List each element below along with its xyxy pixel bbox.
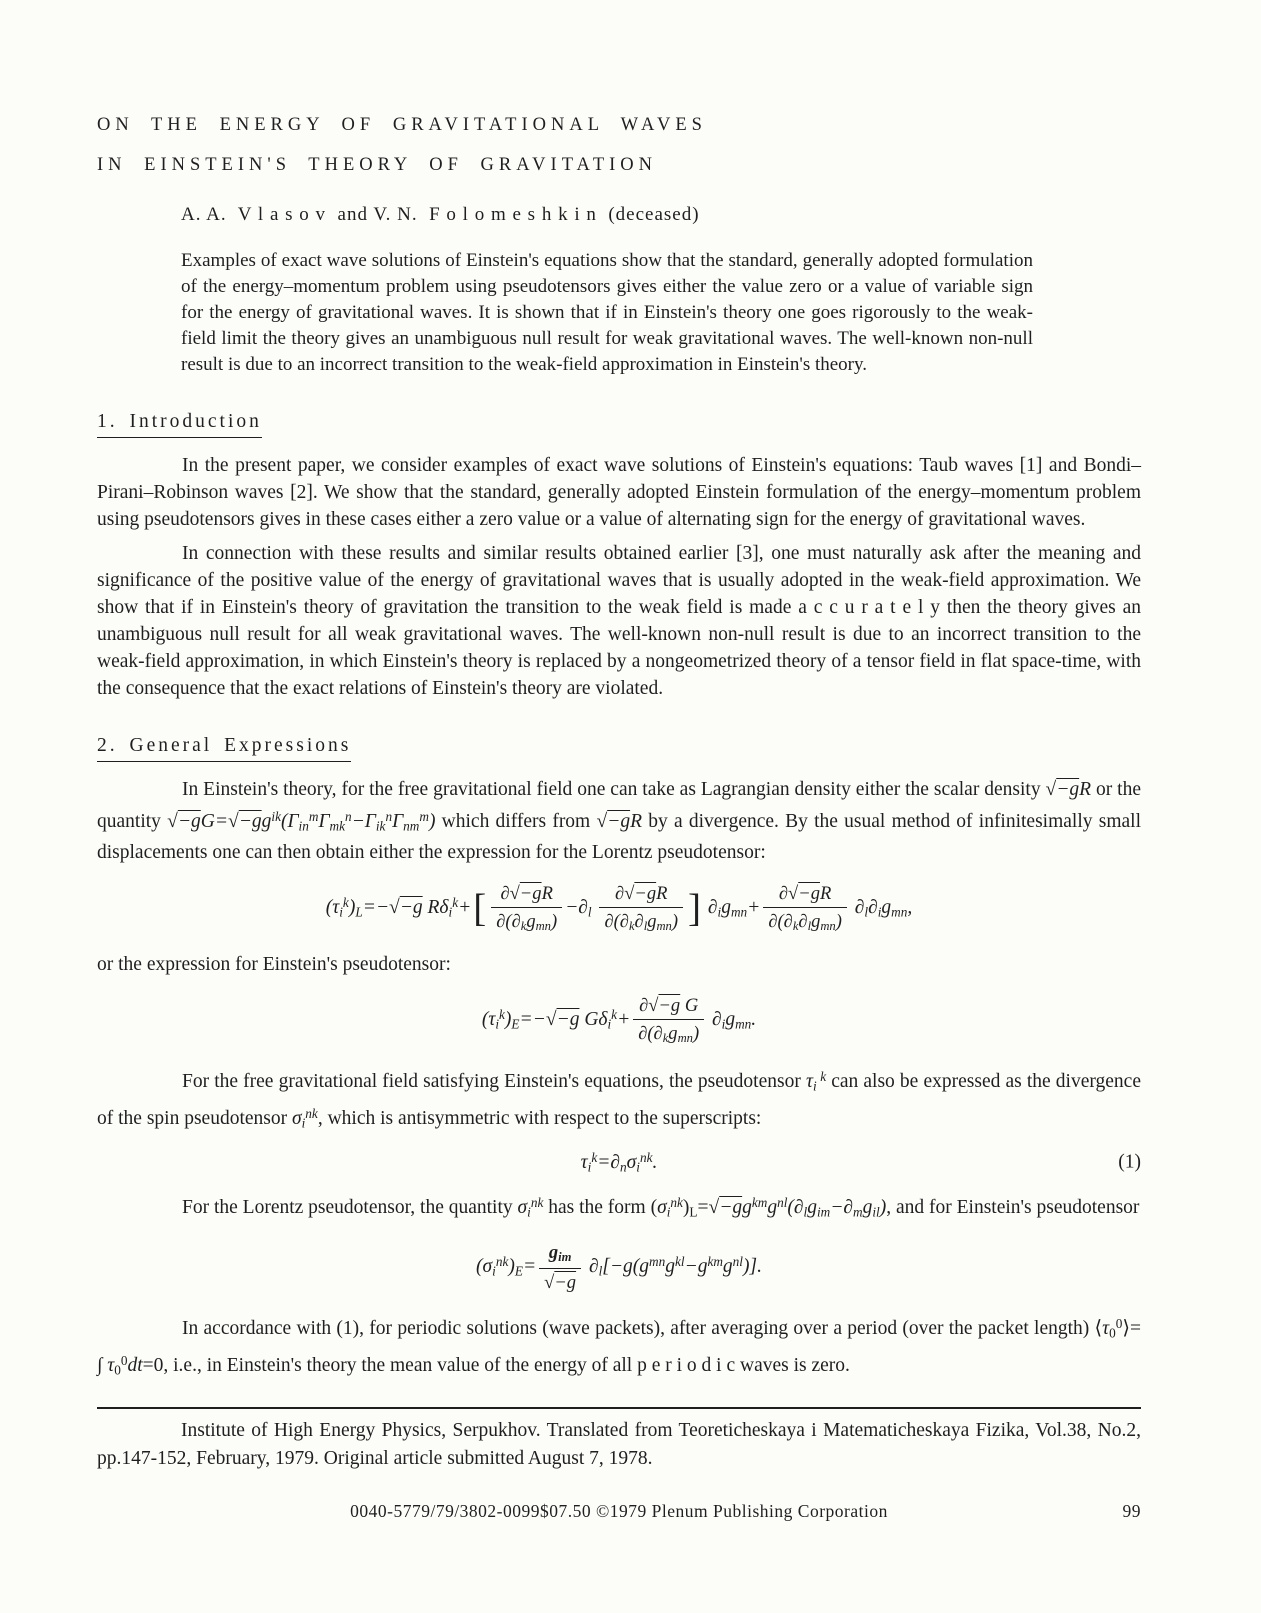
footnote: Institute of High Energy Physics, Serpukhov. Translated from Teoreticheskaya i Matematicheskaya Fizika, Vol.38, No.2, pp.147-152, February, 1979. Original article submitted August 7, 1978.: [97, 1419, 1141, 1469]
section-2-heading: [97, 732, 1141, 762]
section-2-para-2: or the expression for Einstein's pseudotensor:: [97, 954, 451, 976]
section-1-para-1: In the present paper, we consider examples of exact wave solutions of Einstein's equations: Taub waves [1] and Bondi–Pirani–Robinson waves [2]. We show that the standard, generally adopted Einstein formulation of the energy–momentum problem using pseudotensors gives in these cases either a zero value or a value of alternating sign for the energy of gravitational waves.: [97, 455, 1141, 530]
section-1-para-2: In connection with these results and similar results obtained earlier [3], one must naturally ask after the meaning and significance of the positive value of the energy of gravitational waves that is usually adopted in the weak-field approximation. We show that if in Einstein's theory of gravitation the transition to the weak field is made a c c u r a t e l y then the theory gives an unambiguous null result for all weak gravitational waves. The well-known non-null result is due to an incorrect transition to the weak-field approximation, in which Einstein's theory is replaced by a nongeometrized theory of a tensor field in flat space-time, with the consequence that the exact relations of Einstein's theory are violated.: [97, 543, 1141, 699]
section-2-para-4: For the Lorentz pseudotensor, the quantity $\sigma_i^{nk}$ has the form $(\sigma_i^{nk})_L=√-gg^{km}g^{nl}(\partial_lg_{im}-\partial_mg_{il})$, and for Einstein's pseudotensor: [182, 1195, 1140, 1220]
title-line-1: ON THE ENERGY OF GRAVITATIONAL WAVES: [97, 115, 707, 135]
section-1-heading-text: 1. Introduction: [97, 408, 262, 438]
abstract: Examples of exact wave solutions of Einstein's equations show that the standard, generally adopted formulation of the energy–momentum problem using pseudotensors gives either the value zero or a value of variable sign for the energy of gravitational waves. It is shown that if in Einstein's theory one goes rigorously to the weak-field limit the theory gives an unambiguous null result for weak gravitational waves. The well-known non-null result is due to an incorrect transition to the weak-field approximation in Einstein's theory.: [181, 250, 1033, 375]
title-line-2: IN EINSTEIN'S THEORY OF GRAVITATION: [97, 155, 658, 175]
equation-spin-divergence: $\tau_i^k=\partial_n\sigma_i^{nk}$.: [580, 1149, 658, 1175]
section-2-para-5: In accordance with (1), for periodic solutions (wave packets), after averaging over a period (over the packet length) $⟨\tau_0^0⟩=$ ∫ $\tau_0^0dt=0$, i.e., in Einstein's theory the mean value of the energy of all p e r i o d i c waves is zero.: [97, 1316, 1141, 1377]
section-2-heading-text: 2. General Expressions: [97, 732, 351, 762]
page-number: 99: [1122, 1501, 1141, 1521]
page-footer: [97, 1498, 1141, 1525]
paper-title: [97, 105, 1141, 185]
equation-1-row: [97, 1150, 1141, 1175]
equation-lorentz-pseudotensor: $(\tau_i^k)_L=-√-g$ $R\delta_i^k+$[ $\frac{\partial√-gR}{\partial(\partial_kg_{mn})}$ $-\partial_l$ $\frac{\partial√-gR}{\partial(\partial_k\partial_lg_{mn})}$ ] $\partial_ig_{mn}+$ $\frac{\partial√-gR}{\partial(\partial_k\partial_lg_{mn})}$ $\partial_l\partial_ig_{mn}$,: [325, 883, 913, 934]
authors-line: A. A. V l a s o v and V. N. F o l o m e s h k i n (deceased): [181, 204, 700, 225]
section-2-para-3: For the free gravitational field satisfying Einstein's equations, the pseudotensor $\tau_i$ $^k$ can also be expressed as the divergence of the spin pseudotensor $\sigma_i^{nk}$, which is antisymmetric with respect to the superscripts:: [97, 1069, 1141, 1130]
copyright-line: 0040-5779/79/3802-0099$07.50 ©1979 Plenum Publishing Corporation: [350, 1501, 888, 1521]
section-2-para-1: In Einstein's theory, for the free gravitational field one can take as Lagrangian density either the scalar density √−gR or the quantity $√-gG=√-gg^{ik}(\Gamma_{in}^m\Gamma_{mk}^n-\Gamma_{ik}^n\Gamma_{nm}^m)$ which differs from √−gR by a divergence. By the usual method of infinitesimally small displacements one can then obtain either the expression for the Lorentz pseudotensor:: [97, 779, 1141, 864]
equation-einstein-pseudotensor: $(\tau_i^k)_E=-√-g$ $G\delta_i^k+$ $\frac{\text{∂√−g G}}{\partial(\partial_kg_{mn})}$ $\partial_ig_{mn}$.: [481, 995, 757, 1046]
equation-1-number: (1): [1118, 1151, 1141, 1173]
footnote-rule: [97, 1407, 1141, 1409]
section-1-heading: [97, 408, 1141, 438]
equation-sigma-einstein: $(\sigma_i^{nk})_E=$ $\frac{g_{im}}{√-g}$ $\partial_l[-g(g^{mn}g^{kl}-g^{km}g^{nl})]$.: [476, 1242, 762, 1294]
